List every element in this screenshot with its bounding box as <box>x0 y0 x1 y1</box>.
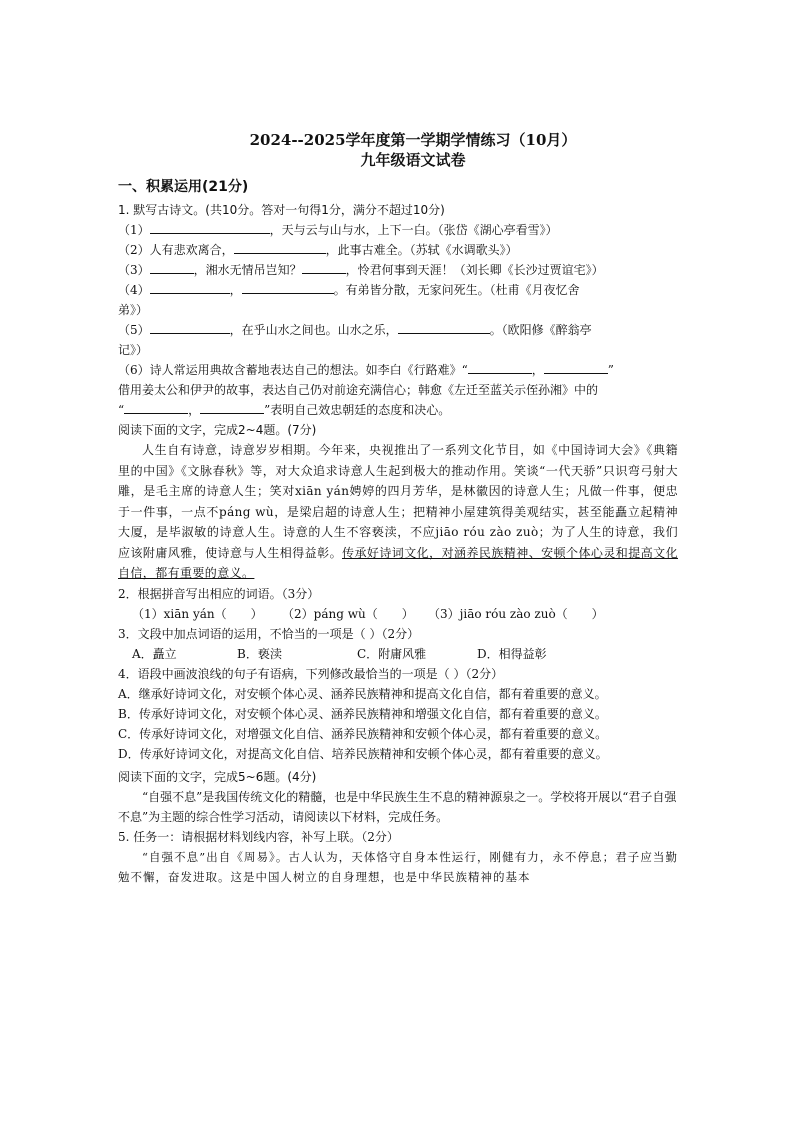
q2-prompt: 2．根据拼音写出相应的词语。（3分） <box>118 586 320 601</box>
q1-prompt: 1. 默写古诗文。(共10分。答对一句得1分，满分不超过10分) <box>118 203 445 217</box>
q1-line-5-cont: 记》） <box>118 343 149 357</box>
answer-blank[interactable] <box>234 240 326 254</box>
q2-item-b: （2）páng wù（ ） <box>282 606 414 621</box>
answer-blank[interactable] <box>302 260 346 274</box>
q3-option-c[interactable]: C．附庸风雅 <box>357 646 427 661</box>
q1-line-4-cont: 弟》） <box>118 303 149 317</box>
text: ， <box>531 363 544 377</box>
passage-text: 人生自有诗意，诗意岁岁相期。今年来，央视推出了一系列文化节目，如《中国诗词大会》《典籍里的中国》《文脉春秋》等，对大众追求诗意人生起到极大的推动作用。笑谈“一代天骄”只识弯弓射大雕，是毛主席的诗意人生；笑对xiān yán娉婷的四月芳华，是林徽因的诗意人生；凡做一件事，便忠于一件事，一点不páng wù，是梁启超的诗意人生；把精神小屋建筑得美观结实，甚至能矗立起精神大厦，是毕淑敏的诗意人生。诗意的人生不容亵渎，不应jiāo róu zào zuò；为了人生的诗意，我们应该附庸风雅，使诗意与人生相得益彰。 <box>118 443 678 560</box>
reading2-passage: “自强不息”出自《周易》。古人认为，天体恪守自身本性运行，刚健有力，永不停息；君子应当勤勉不懈，奋发进取。这是中国人树立的自身理想，也是中华民族精神的基本 <box>118 849 678 884</box>
text: ”表明自己效忠朝廷的态度和决心。 <box>264 403 451 417</box>
q3-option-d[interactable]: D．相得益彰 <box>477 646 547 661</box>
exam-title: 2024--2025学年度第一学期学情练习（10月） <box>249 131 577 149</box>
text: （3） <box>118 263 150 277</box>
answer-blank[interactable] <box>124 400 188 414</box>
answer-blank[interactable] <box>398 320 490 334</box>
answer-blank[interactable] <box>150 220 270 234</box>
q3-prompt: 3．文段中加点词语的运用，不恰当的一项是（ ）（2分） <box>118 626 420 641</box>
text: ” <box>607 363 614 377</box>
answer-blank[interactable] <box>150 260 194 274</box>
section-heading: 一、积累运用(21分) <box>118 179 249 195</box>
q3-option-a[interactable]: A．矗立 <box>132 646 177 661</box>
q1-line-6c <box>118 400 678 420</box>
wavy-sentence: 传承好诗词文化，对涵养民族精神、安顿个体心灵和提高文化自信，都有重要的意义。 <box>118 545 678 580</box>
answer-blank[interactable] <box>544 360 608 374</box>
answer-blank[interactable] <box>200 400 264 414</box>
q2-item-a: （1）xiān yán（ ） <box>132 606 263 621</box>
text: ， <box>229 283 242 297</box>
q2-item-c: （3）jiāo róu zào zuò（ ） <box>428 606 604 621</box>
text: ，湘水无情吊岂知？ <box>193 263 302 277</box>
text: ，在乎山水之间也。山水之乐， <box>229 323 398 337</box>
reading1-heading: 阅读下面的文字，完成2~4题。(7分) <box>118 423 317 437</box>
text: ，天与云与山与水，上下一白。（张岱《湖心亭看雪》） <box>269 223 558 237</box>
q3-option-b[interactable]: B．亵渎 <box>237 646 282 661</box>
text: 。（欧阳修《醉翁亭 <box>489 323 592 337</box>
q1-line-1 <box>118 220 678 240</box>
answer-blank[interactable] <box>150 320 230 334</box>
q1-line-5 <box>118 320 678 340</box>
q5-task: 5. 任务一：请根据材料划线内容，补写上联。（2分） <box>118 829 399 844</box>
text: （2）人有悲欢离合， <box>118 243 234 257</box>
answer-blank[interactable] <box>468 360 532 374</box>
q4-option-c[interactable]: C．传承好诗词文化，对增强文化自信、涵养民族精神和安顿个体心灵，都有着重要的意义。 <box>118 726 608 741</box>
answer-blank[interactable] <box>150 280 230 294</box>
q1-line-2 <box>118 240 678 260</box>
text: ，此事古难全。（苏轼《水调歌头》） <box>325 243 518 257</box>
text: （6）诗人常运用典故含蓄地表达自己的想法。如李白《行路难》“ <box>118 363 468 377</box>
q4-option-d[interactable]: D．传承好诗词文化，对提高文化自信、培养民族精神和安顿个体心灵，都有着重要的意义。 <box>118 746 608 761</box>
q1-line-6b: 借用姜太公和伊尹的故事，表达自己仍对前途充满信心；韩愈《左迁至蓝关示侄孙湘》中的 <box>118 383 599 397</box>
reading2-heading: 阅读下面的文字，完成5~6题。(4分) <box>118 769 317 784</box>
text: “ <box>118 403 125 417</box>
text: ，怜君何事到天涯！（刘长卿《长沙过贾谊宅》） <box>345 263 604 277</box>
reading1-passage <box>118 440 678 584</box>
text: （4） <box>118 283 150 297</box>
q1-line-3 <box>118 260 678 280</box>
q4-prompt: 4．语段中画波浪线的句子有语病，下列修改最恰当的一项是（ ）（2分） <box>118 666 504 681</box>
q4-option-b[interactable]: B．传承好诗词文化，对安顿个体心灵、涵养民族精神和增强文化自信，都有着重要的意义。 <box>118 706 607 721</box>
q1-line-4 <box>118 280 678 300</box>
exam-content <box>118 130 678 887</box>
reading2-intro: “自强不息”是我国传统文化的精髓，也是中华民族生生不息的精神源泉之一。学校将开展以“君子自强不息”为主题的综合性学习活动，请阅读以下材料，完成任务。 <box>118 789 677 824</box>
exam-subtitle: 九年级语文试卷 <box>360 151 466 169</box>
q4-option-a[interactable]: A．继承好诗词文化，对安顿个体心灵、涵养民族精神和提高文化自信，都有着重要的意义。 <box>118 686 607 701</box>
q2-items <box>118 604 678 624</box>
text: （5） <box>118 323 150 337</box>
text: ， <box>188 403 201 417</box>
text: 。有弟皆分散，无家问死生。（杜甫《月夜忆舍 <box>333 283 580 297</box>
q3-options <box>118 644 678 664</box>
answer-blank[interactable] <box>242 280 334 294</box>
q1-line-6 <box>118 360 678 380</box>
text: （1） <box>118 223 150 237</box>
